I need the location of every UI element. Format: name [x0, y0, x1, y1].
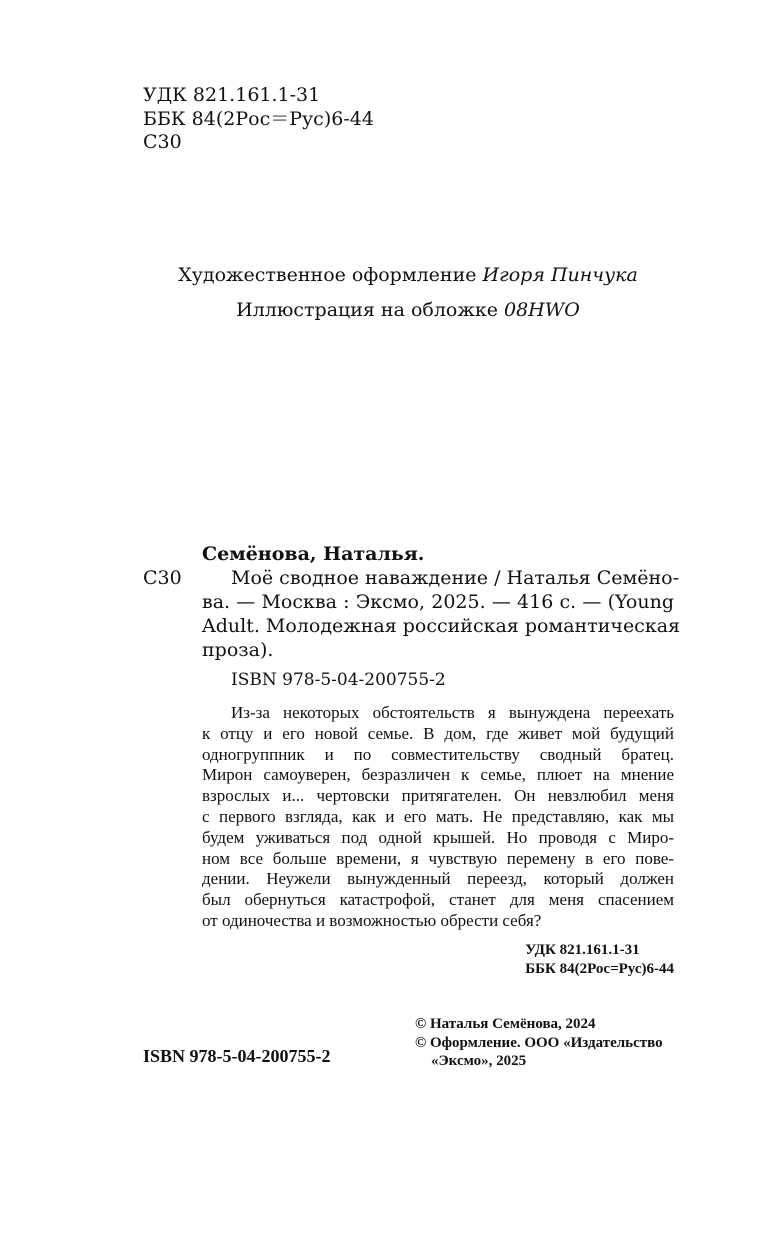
udk-code: УДК 821.161.1-31	[143, 84, 321, 106]
author-mark-code: С30	[143, 131, 182, 153]
annotation-line: с первого взгляда, как и его мать. Не представляю, как мы	[202, 806, 674, 826]
bottom-bbk-code: ББК 84(2Рос=Рус)6-44	[525, 961, 674, 977]
design-credit	[0, 263, 768, 287]
annotation-line: к отцу и его новой семье. В дом, где живет мой будущий	[202, 723, 674, 743]
bottom-udk-code: УДК 821.161.1-31	[525, 942, 640, 958]
bib-line: ва. — Москва : Эксмо, 2025. — 416 с. — (Young	[202, 591, 674, 613]
bottom-classification-codes	[525, 941, 674, 979]
annotation-line: одногруппник и по совместительству сводный братец.	[202, 744, 674, 764]
cover-credit-name: 08HWO	[504, 299, 580, 321]
annotation-text	[202, 703, 674, 932]
record-isbn: ISBN 978-5-04-200755-2	[231, 670, 446, 690]
copyright-publisher: «Эксмо», 2025	[431, 1053, 527, 1069]
bbk-code: ББК 84(2Рос＝Рус)6-44	[143, 107, 374, 130]
isbn-bottom: ISBN 978-5-04-200755-2	[143, 1046, 331, 1066]
annotation-line: Из-за некоторых обстоятельств я вынуждена переехать	[231, 703, 674, 722]
bibliographic-description	[202, 566, 681, 662]
bib-line: проза).	[202, 639, 274, 661]
annotation-line: Мирон самоуверен, безразличен к семье, плюет на мнение	[202, 765, 674, 785]
bib-line: Моё сводное наваждение / Наталья Семёно-	[231, 567, 680, 589]
cover-credit-label: Иллюстрация на обложке	[236, 299, 498, 321]
design-credit-label: Художественное оформление	[178, 264, 477, 286]
copyright-design: © Оформление. ООО «Издательство	[415, 1034, 663, 1051]
record-author: Семёнова, Наталья.	[202, 543, 425, 565]
design-credit-name: Игоря Пинчука	[482, 264, 638, 286]
annotation-line: от одиночества и возможностью обрести себя?	[202, 910, 542, 930]
annotation-line: дении. Неужели вынужденный переезд, который должен	[202, 869, 674, 889]
copyright-block	[415, 1015, 663, 1071]
annotation-line: был обернуться катастрофой, станет для меня спасением	[202, 890, 674, 910]
annotation-line: взрослых и... чертовски притягателен. Он невзлюбил меня	[202, 786, 674, 806]
annotation-line: будем уживаться под одной крышей. Но проводя с Миро-	[202, 827, 674, 847]
top-classification-codes	[143, 84, 374, 155]
cover-credit	[0, 298, 768, 322]
copyright-author: © Наталья Семёнова, 2024	[415, 1016, 596, 1032]
annotation-line: ном все больше времени, я чувствую перемену в его пове-	[202, 848, 674, 868]
bib-line: Adult. Молодежная российская романтическая	[202, 615, 681, 637]
record-code: С30	[143, 567, 182, 589]
